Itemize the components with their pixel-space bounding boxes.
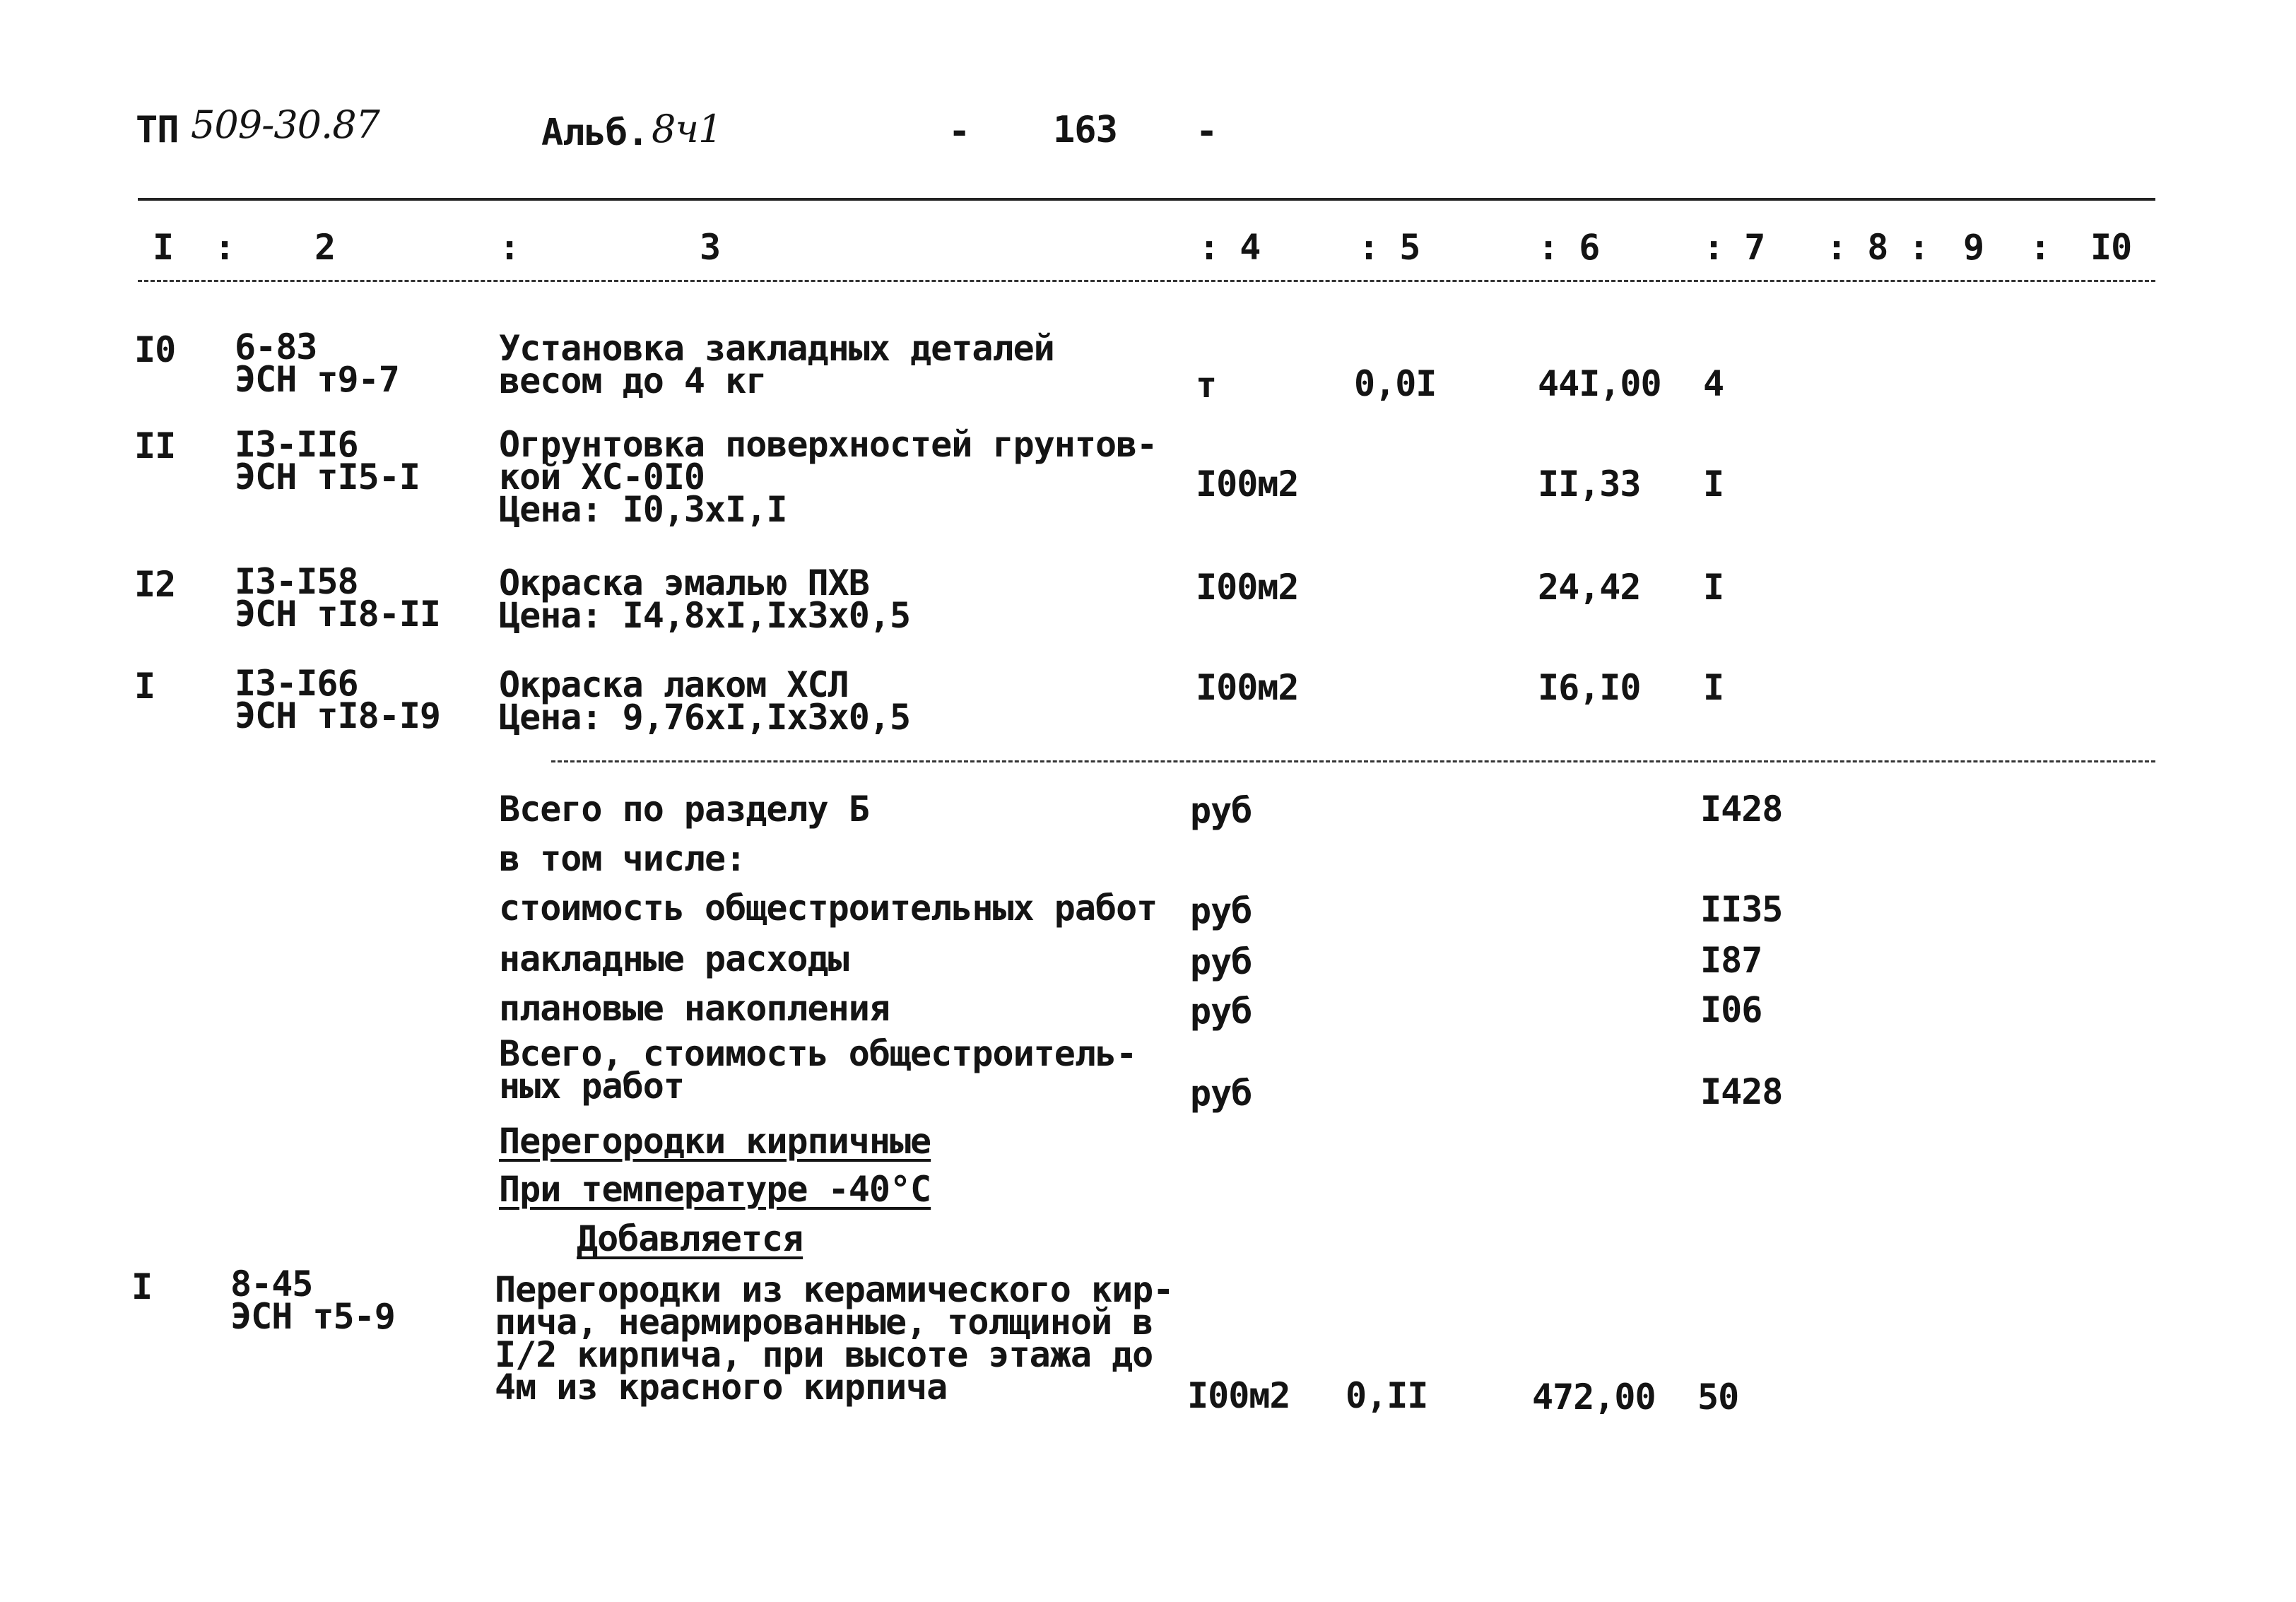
desc-line: Окраска лаком ХСЛ	[499, 664, 849, 705]
desc-line: Цена: I4,8хI,Iх3х0,5	[499, 595, 911, 636]
column-header-2: 2	[314, 227, 336, 268]
totals-label	[499, 1033, 1137, 1107]
row-price: 24,42	[1538, 567, 1641, 608]
desc-line: пича, неармированные, толщиной в	[495, 1302, 1153, 1343]
row-col7: 50	[1697, 1377, 1739, 1418]
album-label: Альб.	[541, 112, 649, 154]
totals-value: I06	[1700, 989, 1762, 1030]
top-rule	[138, 198, 2155, 201]
row-unit: I00м2	[1196, 464, 1299, 505]
desc-line: весом до 4 кг	[499, 360, 767, 401]
totals-label-line: Всего, стоимость общестроитель-	[499, 1033, 1137, 1074]
desc-line: Установка закладных деталей	[499, 328, 1054, 369]
totals-unit: руб	[1190, 890, 1252, 931]
totals-unit: руб	[1190, 1073, 1252, 1114]
desc-line: Цена: 9,76хI,Iх3х0,5	[499, 697, 911, 738]
row-unit: I00м2	[1196, 667, 1299, 708]
code-line: ЭСН тI5-I	[235, 457, 420, 497]
column-separator: :	[214, 227, 235, 268]
column-header-8: : 8 :	[1826, 227, 1929, 268]
code-line: 6-83	[235, 326, 317, 367]
page-number: 163	[1053, 109, 1117, 151]
column-separator: :	[499, 227, 520, 268]
desc-line: кой ХС-0I0	[499, 457, 705, 497]
page-dash-right: -	[1196, 110, 1218, 153]
row-description	[499, 424, 1158, 530]
row-col7: I	[1703, 667, 1724, 708]
desc-line: I/2 кирпича, при высоте этажа до	[495, 1334, 1153, 1375]
desc-line: Цена: I0,3хI,I	[499, 489, 787, 530]
row-price: II,33	[1538, 464, 1641, 505]
doc-prefix: ТП	[136, 109, 179, 151]
totals-unit: руб	[1190, 790, 1252, 831]
section-title: Перегородки кирпичные	[499, 1121, 931, 1162]
column-separator: :	[2030, 227, 2051, 268]
row-number: I0	[134, 329, 176, 370]
doc-number: 509-30.87	[191, 102, 379, 147]
row-col7: I	[1703, 567, 1724, 608]
totals-value: I428	[1700, 1071, 1783, 1112]
desc-line: Перегородки из керамического кир-	[495, 1269, 1174, 1310]
totals-label: накладные расходы	[499, 938, 849, 979]
row-col7: I	[1703, 464, 1724, 505]
desc-line: Окраска эмалью ПХВ	[499, 563, 869, 603]
totals-label: в том числе:	[499, 838, 746, 879]
row-code	[230, 1264, 395, 1337]
row-price: I6,I0	[1538, 667, 1641, 708]
code-line: ЭСН т9-7	[235, 359, 399, 400]
row-price: 44I,00	[1538, 363, 1661, 404]
row-description	[495, 1269, 1174, 1408]
column-header-1: I	[153, 227, 174, 268]
column-header-3: 3	[700, 227, 721, 268]
row-number: I2	[134, 564, 176, 605]
code-line: ЭСН тI8-I9	[235, 695, 441, 736]
column-header-6: : 6	[1538, 227, 1600, 268]
row-unit: I00м2	[1187, 1375, 1290, 1416]
column-header-7: : 7	[1703, 227, 1765, 268]
row-number: I	[131, 1266, 153, 1307]
totals-value: I87	[1700, 940, 1762, 981]
totals-separator	[551, 760, 2155, 762]
row-description	[499, 328, 1054, 401]
row-number: I	[134, 666, 155, 707]
totals-unit: руб	[1190, 941, 1252, 982]
column-header-10: I0	[2090, 227, 2132, 268]
code-line: 8-45	[230, 1264, 313, 1304]
page-dash-left: -	[948, 110, 970, 153]
row-description	[499, 563, 911, 636]
totals-label: Всего по разделу Б	[499, 789, 869, 830]
totals-unit: руб	[1190, 991, 1252, 1032]
column-header-4: : 4	[1199, 227, 1261, 268]
row-quantity: 0,II	[1346, 1375, 1428, 1416]
totals-label: плановые накопления	[499, 988, 890, 1029]
code-line: I3-I58	[235, 561, 358, 602]
desc-line: 4м из красного кирпича	[495, 1367, 948, 1408]
row-unit: т	[1196, 365, 1217, 406]
totals-label-line: ных работ	[499, 1066, 684, 1107]
column-header-5: : 5	[1358, 227, 1420, 268]
row-quantity: 0,0I	[1354, 363, 1437, 404]
section-note: Добавляется	[577, 1218, 803, 1259]
column-header-9: 9	[1963, 227, 1984, 268]
row-price: 472,00	[1532, 1377, 1656, 1418]
row-code	[235, 663, 441, 736]
row-code	[235, 326, 399, 400]
code-line: I3-I66	[235, 663, 358, 704]
row-code	[235, 561, 441, 635]
totals-value: I428	[1700, 789, 1783, 830]
section-subtitle: При температуре -40°С	[499, 1169, 931, 1210]
header-bottom-rule	[138, 280, 2155, 282]
row-description	[499, 664, 911, 738]
row-unit: I00м2	[1196, 567, 1299, 608]
totals-value: II35	[1700, 889, 1783, 930]
totals-label: стоимость общестроительных работ	[499, 888, 1158, 929]
desc-line: Огрунтовка поверхностей грунтов-	[499, 424, 1158, 465]
album-number: 8ч1	[652, 107, 722, 151]
row-col7: 4	[1703, 363, 1724, 404]
row-number: II	[134, 425, 176, 466]
code-line: I3-II6	[235, 424, 358, 465]
row-code	[235, 424, 420, 497]
code-line: ЭСН тI8-II	[235, 594, 441, 635]
code-line: ЭСН т5-9	[230, 1296, 395, 1337]
